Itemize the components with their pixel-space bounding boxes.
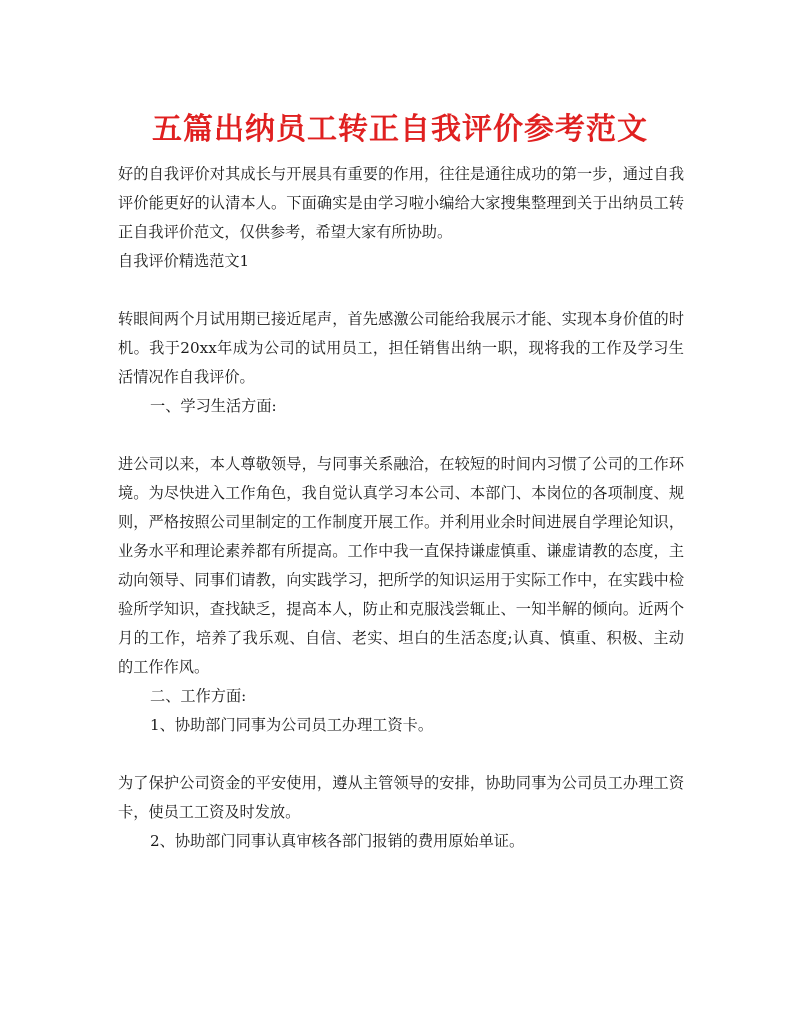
list-item-heading: 1、协助部门同事为公司员工办理工资卡。 — [150, 716, 434, 734]
body-paragraph: 为了保护公司资金的平安使用，遵从主管领导的安排，协助同事为公司员工办理工资卡，使员工工资及时发放。 — [118, 774, 684, 821]
document-body — [118, 160, 684, 856]
body-paragraph: 进公司以来，本人尊敬领导，与同事关系融洽，在较短的时间内习惯了公司的工作环境。为尽快进入工作角色，我自觉认真学习本公司、本部门、本岗位的各项制度、规则，严格按照公司里制定的工作制度开展工作。并利用业余时间进展自学理论知识，业务水平和理论素养都有所提高。工作中我一直保持谦虚慎重、谦虚请教的态度，主动向领导、同事们请教，向实践学习，把所学的知识运用于实际工作中，在实践中检验所学知识，查找缺乏，提高本人，防止和克服浅尝辄止、一知半解的倾向。近两个月的工作，培养了我乐观、自信、老实、坦白的生活态度;认真、慎重、积极、主动的工作作风。 — [118, 455, 684, 676]
paragraph-gap — [118, 276, 684, 305]
subsection-heading: 一、学习生活方面: — [150, 397, 277, 415]
document-title: 五篇出纳员工转正自我评价参考范文 — [152, 112, 648, 147]
section-heading: 自我评价精选范文1 — [118, 252, 250, 270]
list-item-heading: 2、协助部门同事认真审核各部门报销的费用原始单证。 — [150, 832, 525, 850]
paragraph-gap — [118, 740, 684, 769]
subsection-heading: 二、工作方面: — [150, 687, 247, 705]
body-paragraph: 转眼间两个月试用期已接近尾声，首先感激公司能给我展示才能、实现本身价值的时机。我于20xx年成为公司的试用员工，担任销售出纳一职，现将我的工作及学习生活情况作自我评价。 — [118, 310, 684, 386]
intro-paragraph: 好的自我评价对其成长与开展具有重要的作用，往往是通往成功的第一步，通过自我评价能更好的认清本人。下面确实是由学习啦小编给大家搜集整理到关于出纳员工转正自我评价范文，仅供参考，希望大家有所协助。 — [118, 165, 684, 241]
paragraph-gap — [118, 421, 684, 450]
